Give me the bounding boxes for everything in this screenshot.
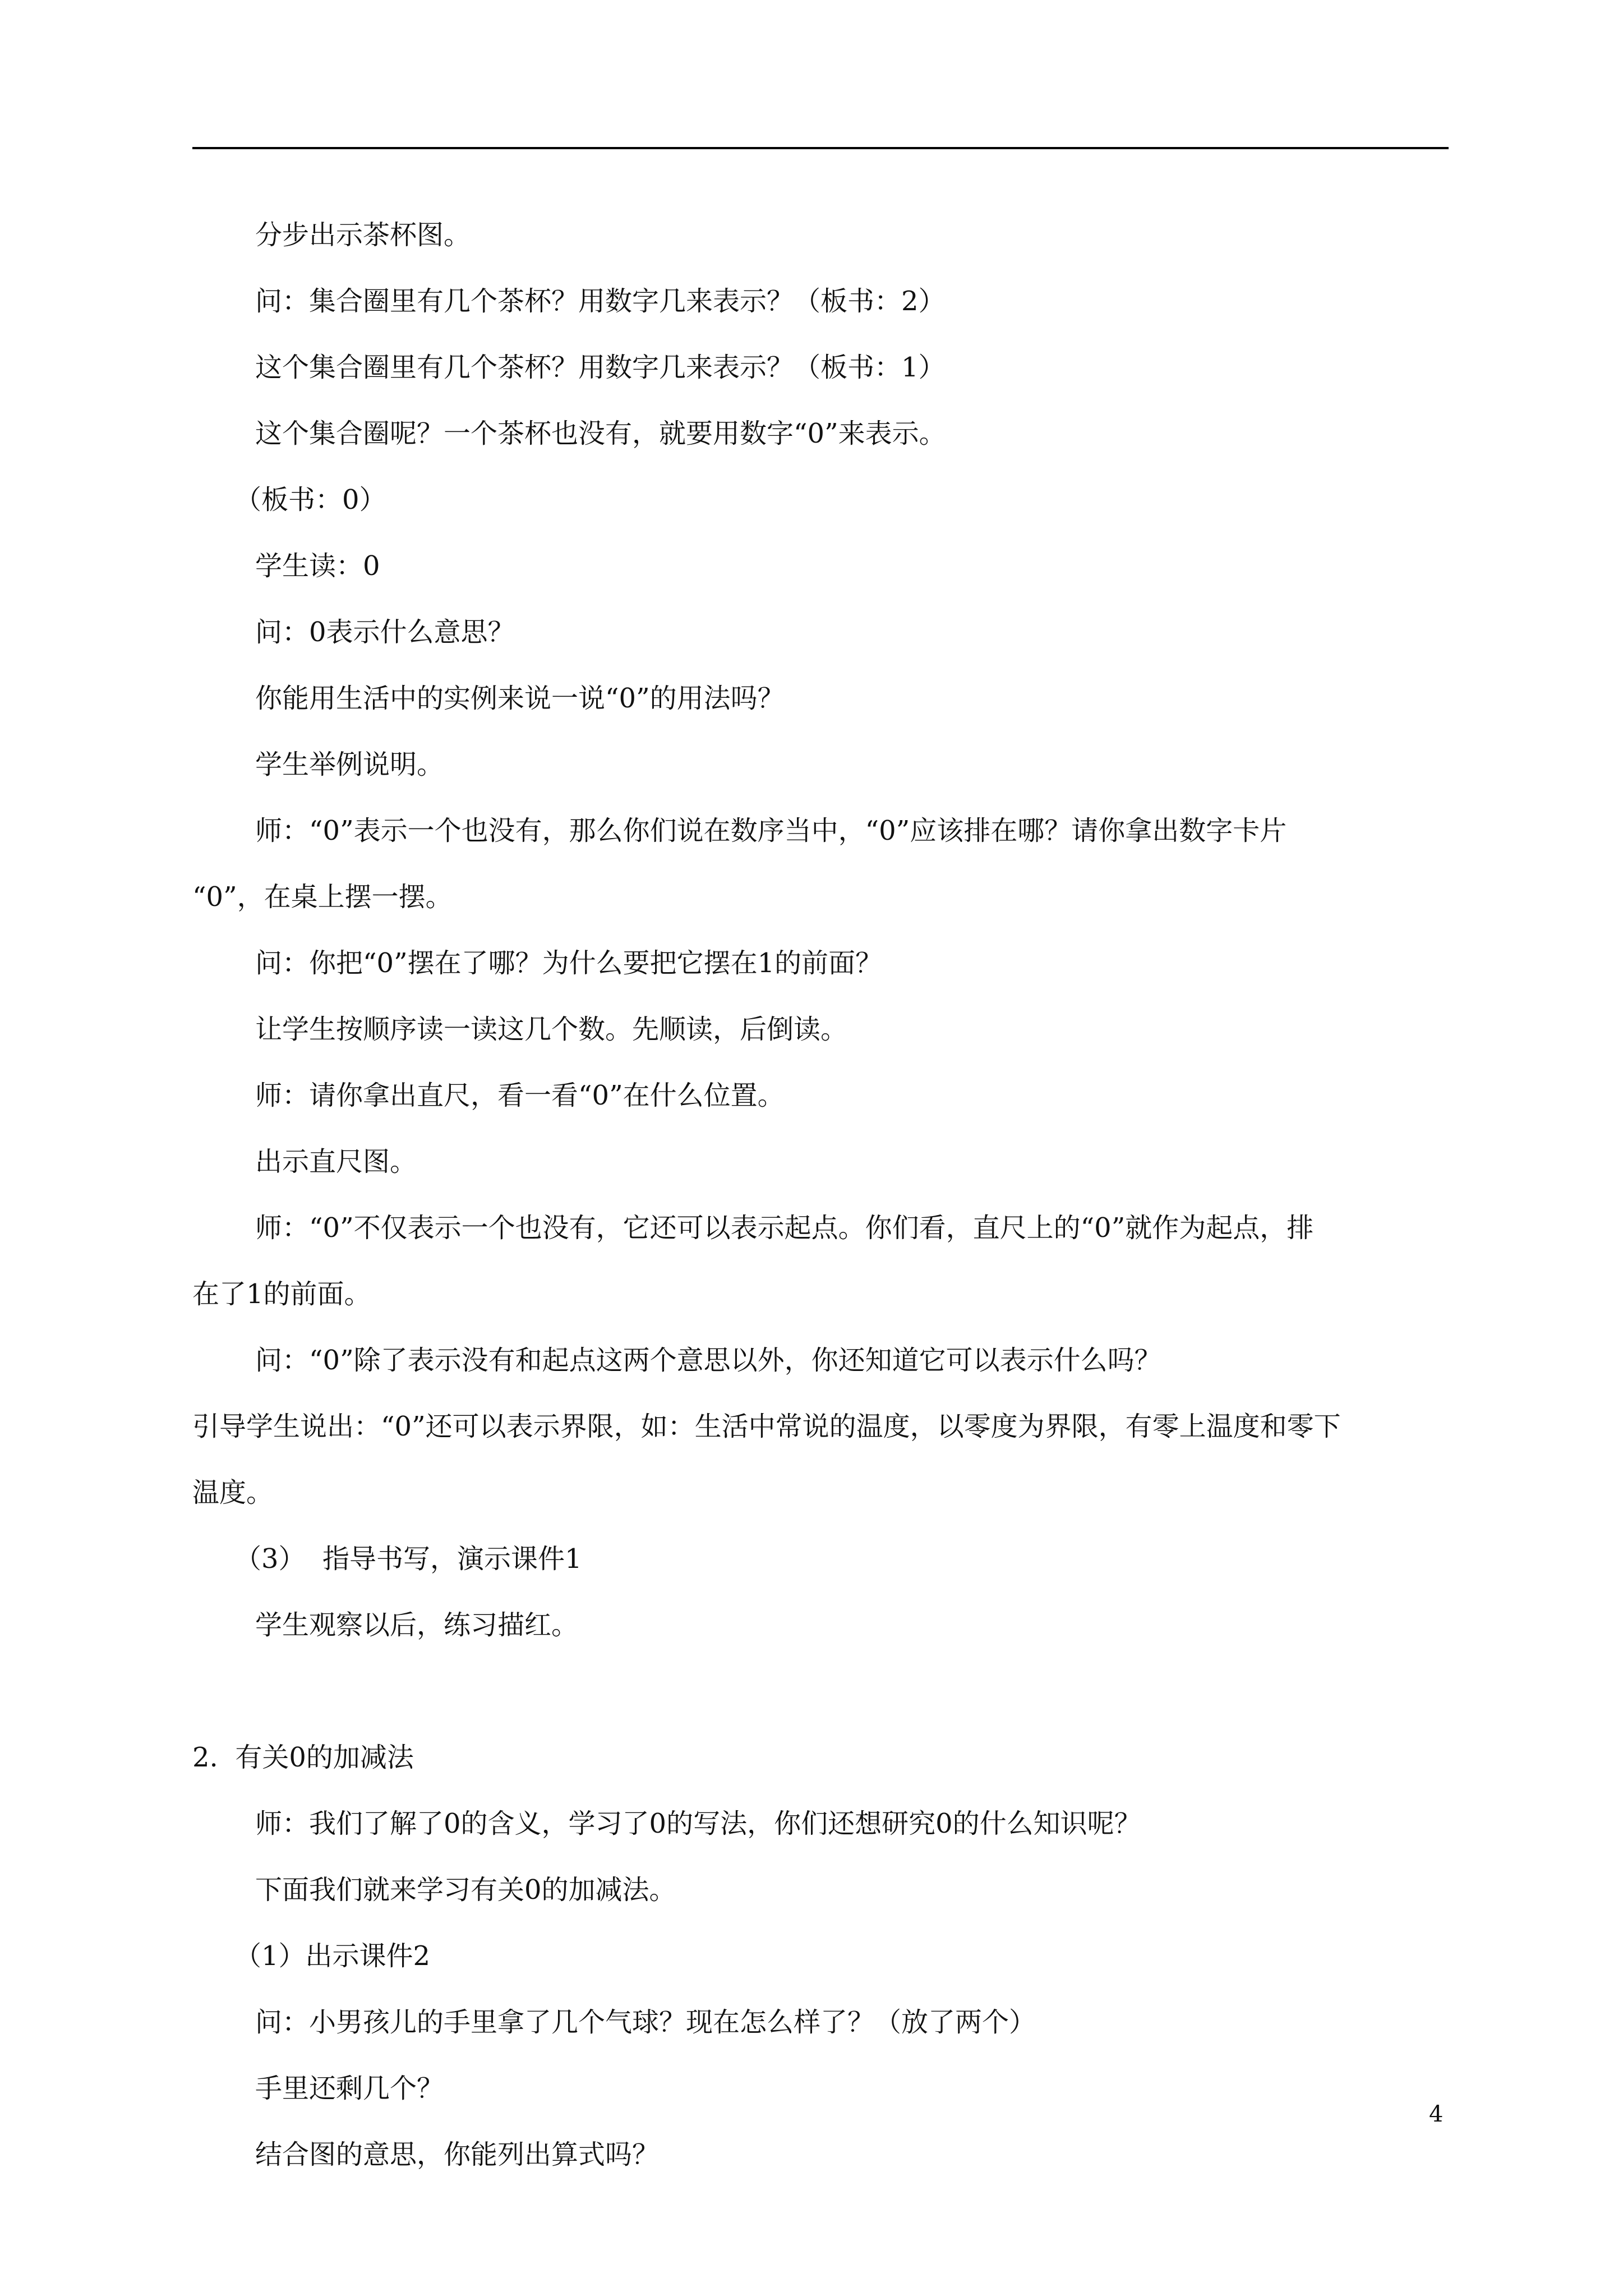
text-line: 师：“0”表示一个也没有，那么你们说在数序当中，“0”应该排在哪？请你拿出数字卡片 xyxy=(255,815,1287,846)
text-line: 师：请你拿出直尺，看一看“0”在什么位置。 xyxy=(255,1080,785,1111)
text-line: （3） 指导书写，演示课件1 xyxy=(234,1543,582,1575)
header-rule xyxy=(192,147,1449,149)
text-line: （板书：0） xyxy=(234,484,386,516)
text-line: 结合图的意思，你能列出算式吗？ xyxy=(255,2139,660,2170)
text-line: 这个集合圈里有几个茶杯？用数字几来表示？（板书：1） xyxy=(255,352,946,383)
text-line: 这个集合圈呢？一个茶杯也没有，就要用数字“0”来表示。 xyxy=(255,418,946,449)
text-line: 让学生按顺序读一读这几个数。先顺读，后倒读。 xyxy=(255,1014,848,1045)
text-line: 学生读：0 xyxy=(255,550,380,582)
text-line: 下面我们就来学习有关0的加减法。 xyxy=(255,1874,676,1906)
text-line: 你能用生活中的实例来说一说“0”的用法吗？ xyxy=(255,683,785,714)
text-line: 在了1的前面。 xyxy=(192,1278,371,1310)
text-line: 师：“0”不仅表示一个也没有，它还可以表示起点。你们看，直尺上的“0”就作为起点，排 xyxy=(255,1212,1314,1244)
text-line: 问：集合圈里有几个茶杯？用数字几来表示？（板书：2） xyxy=(255,286,946,317)
text-line: 问：0表示什么意思？ xyxy=(255,616,515,648)
text-line: “0”，在桌上摆一摆。 xyxy=(192,881,453,913)
text-line: （1）出示课件2 xyxy=(234,1940,431,1972)
text-line: 问：你把“0”摆在了哪？为什么要把它摆在1的前面？ xyxy=(255,947,883,979)
page-number: 4 xyxy=(1429,2101,1444,2127)
text-line: 出示直尺图。 xyxy=(255,1146,417,1177)
text-line: 学生观察以后，练习描红。 xyxy=(255,1609,579,1641)
text-line: 温度。 xyxy=(192,1477,274,1508)
section-heading: 2. 有关0的加减法 xyxy=(192,1742,414,1773)
text-line: 学生举例说明。 xyxy=(255,749,444,780)
text-line: 引导学生说出：“0”还可以表示界限，如：生活中常说的温度，以零度为界限，有零上温度和零下 xyxy=(192,1411,1341,1442)
text-line: 手里还剩几个？ xyxy=(255,2073,444,2104)
text-line: 问：“0”除了表示没有和起点这两个意思以外，你还知道它可以表示什么吗？ xyxy=(255,1345,1161,1376)
text-line: 师：我们了解了0的含义，学习了0的写法，你们还想研究0的什么知识呢？ xyxy=(255,1808,1141,1839)
text-line: 问：小男孩儿的手里拿了几个气球？现在怎么样了？（放了两个） xyxy=(255,2007,1036,2038)
text-line: 分步出示茶杯图。 xyxy=(255,219,471,251)
document-body xyxy=(192,202,1449,2188)
paragraph-gap xyxy=(192,1658,1449,1724)
